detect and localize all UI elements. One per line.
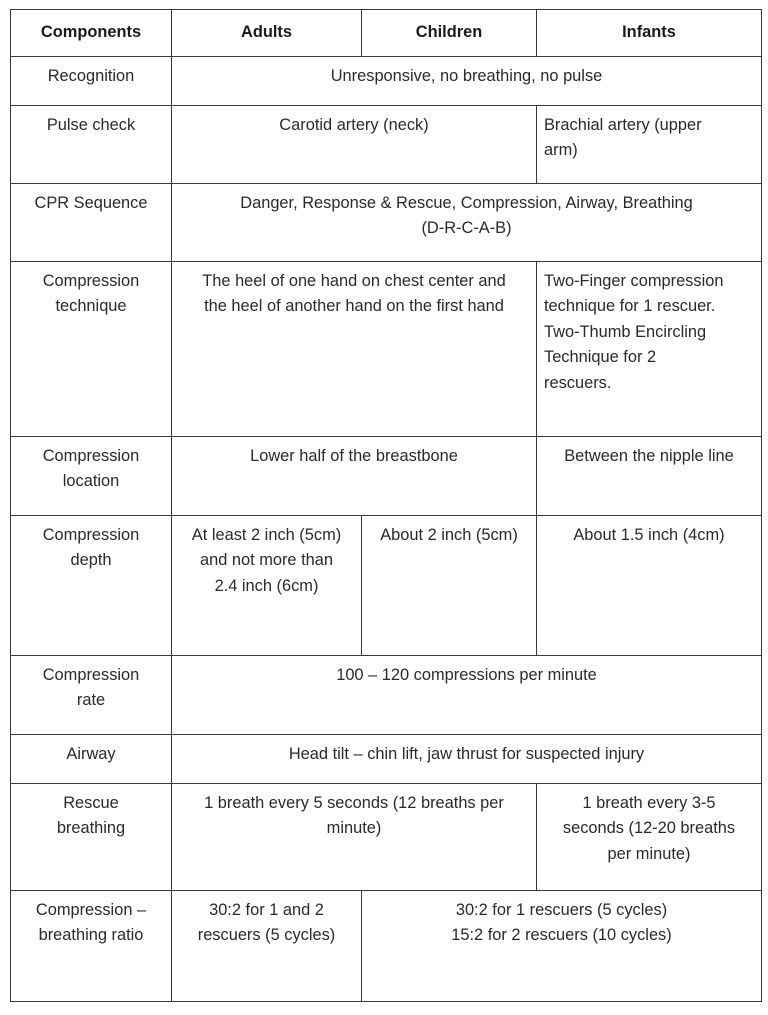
row-rescue-breathing [11, 783, 762, 890]
compression-depth-infants: About 1.5 inch (4cm) [537, 515, 762, 655]
row-compression-breathing-ratio [11, 890, 762, 1001]
text-line: technique [55, 297, 127, 315]
component-label-airway: Airway [11, 734, 172, 783]
ratio-children-infants [362, 890, 762, 1001]
component-label-compression-breathing-ratio [11, 890, 172, 1001]
component-label-recognition: Recognition [11, 56, 172, 105]
text-line: depth [70, 551, 112, 569]
row-compression-rate [11, 655, 762, 734]
row-compression-technique [11, 261, 762, 436]
compression-technique-adults-children [172, 261, 537, 436]
pulse-check-infants [537, 105, 762, 183]
airway-all: Head tilt – chin lift, jaw thrust for suspected injury [172, 734, 762, 783]
row-pulse-check [11, 105, 762, 183]
text-line: 30:2 for 1 rescuers (5 cycles) [455, 900, 668, 919]
text-line: breathing [56, 819, 126, 837]
text-line: Compression – [35, 900, 147, 919]
text-line: and not more than [199, 551, 334, 569]
component-label-rescue-breathing [11, 783, 172, 890]
row-compression-depth [11, 515, 762, 655]
text-line: the heel of another hand on the first hand [204, 297, 504, 315]
compression-location-infants: Between the nipple line [537, 436, 762, 515]
header-infants: Infants [537, 10, 762, 57]
text-line: Compression [42, 525, 140, 544]
text-line: rescuers (5 cycles) [197, 926, 336, 944]
header-adults: Adults [172, 10, 362, 57]
component-label-compression-rate [11, 655, 172, 734]
text-line: At least 2 inch (5cm) [191, 525, 342, 544]
component-label-pulse-check: Pulse check [11, 105, 172, 183]
component-label-cpr-sequence: CPR Sequence [11, 183, 172, 261]
text-line: minute) [326, 819, 382, 837]
text-line: 2.4 inch (6cm) [214, 576, 319, 595]
row-recognition [11, 56, 762, 105]
text-line: arm) [544, 141, 578, 159]
text-line: per minute) [607, 844, 691, 863]
component-label-compression-location [11, 436, 172, 515]
compression-depth-adults [172, 515, 362, 655]
component-label-compression-technique [11, 261, 172, 436]
compression-depth-children: About 2 inch (5cm) [362, 515, 537, 655]
row-airway [11, 734, 762, 783]
recognition-all: Unresponsive, no breathing, no pulse [172, 56, 762, 105]
text-line: Compression [42, 271, 140, 290]
text-line: 1 breath every 5 seconds (12 breaths per [204, 793, 504, 812]
header-children: Children [362, 10, 537, 57]
text-line: Compression [42, 446, 140, 465]
text-line: technique for 1 rescuer. [544, 297, 716, 315]
text-line: seconds (12-20 breaths [562, 819, 736, 837]
component-label-compression-depth [11, 515, 172, 655]
cpr-sequence-all [172, 183, 762, 261]
compression-location-adults-children: Lower half of the breastbone [172, 436, 537, 515]
text-line: rate [76, 691, 106, 709]
text-line: breathing ratio [38, 926, 144, 944]
compression-rate-all: 100 – 120 compressions per minute [172, 655, 762, 734]
text-line: 30:2 for 1 and 2 [209, 900, 324, 919]
pulse-check-adults-children: Carotid artery (neck) [172, 105, 537, 183]
header-components: Components [11, 10, 172, 57]
text-line: 15:2 for 2 rescuers (10 cycles) [451, 926, 672, 944]
header-row [11, 10, 762, 57]
rescue-breathing-infants [537, 783, 762, 890]
compression-technique-infants [537, 261, 762, 436]
text-line: location [62, 472, 120, 490]
rescue-breathing-adults-children [172, 783, 537, 890]
text-line: Two-Thumb Encircling [544, 322, 707, 341]
text-line: The heel of one hand on chest center and [202, 271, 506, 290]
row-compression-location [11, 436, 762, 515]
text-line: Rescue [63, 793, 119, 812]
text-line: (D-R-C-A-B) [421, 219, 512, 237]
row-cpr-sequence [11, 183, 762, 261]
text-line: Compression [42, 665, 140, 684]
text-line: Technique for 2 [544, 348, 657, 366]
text-line: Two-Finger compression [544, 271, 724, 290]
text-line: 1 breath every 3-5 [582, 793, 716, 812]
text-line: Brachial artery (upper [544, 115, 702, 134]
cpr-comparison-table [10, 9, 762, 1002]
ratio-adults [172, 890, 362, 1001]
text-line: Danger, Response & Rescue, Compression, Airway, Breathing [240, 193, 693, 212]
text-line: rescuers. [544, 373, 612, 392]
